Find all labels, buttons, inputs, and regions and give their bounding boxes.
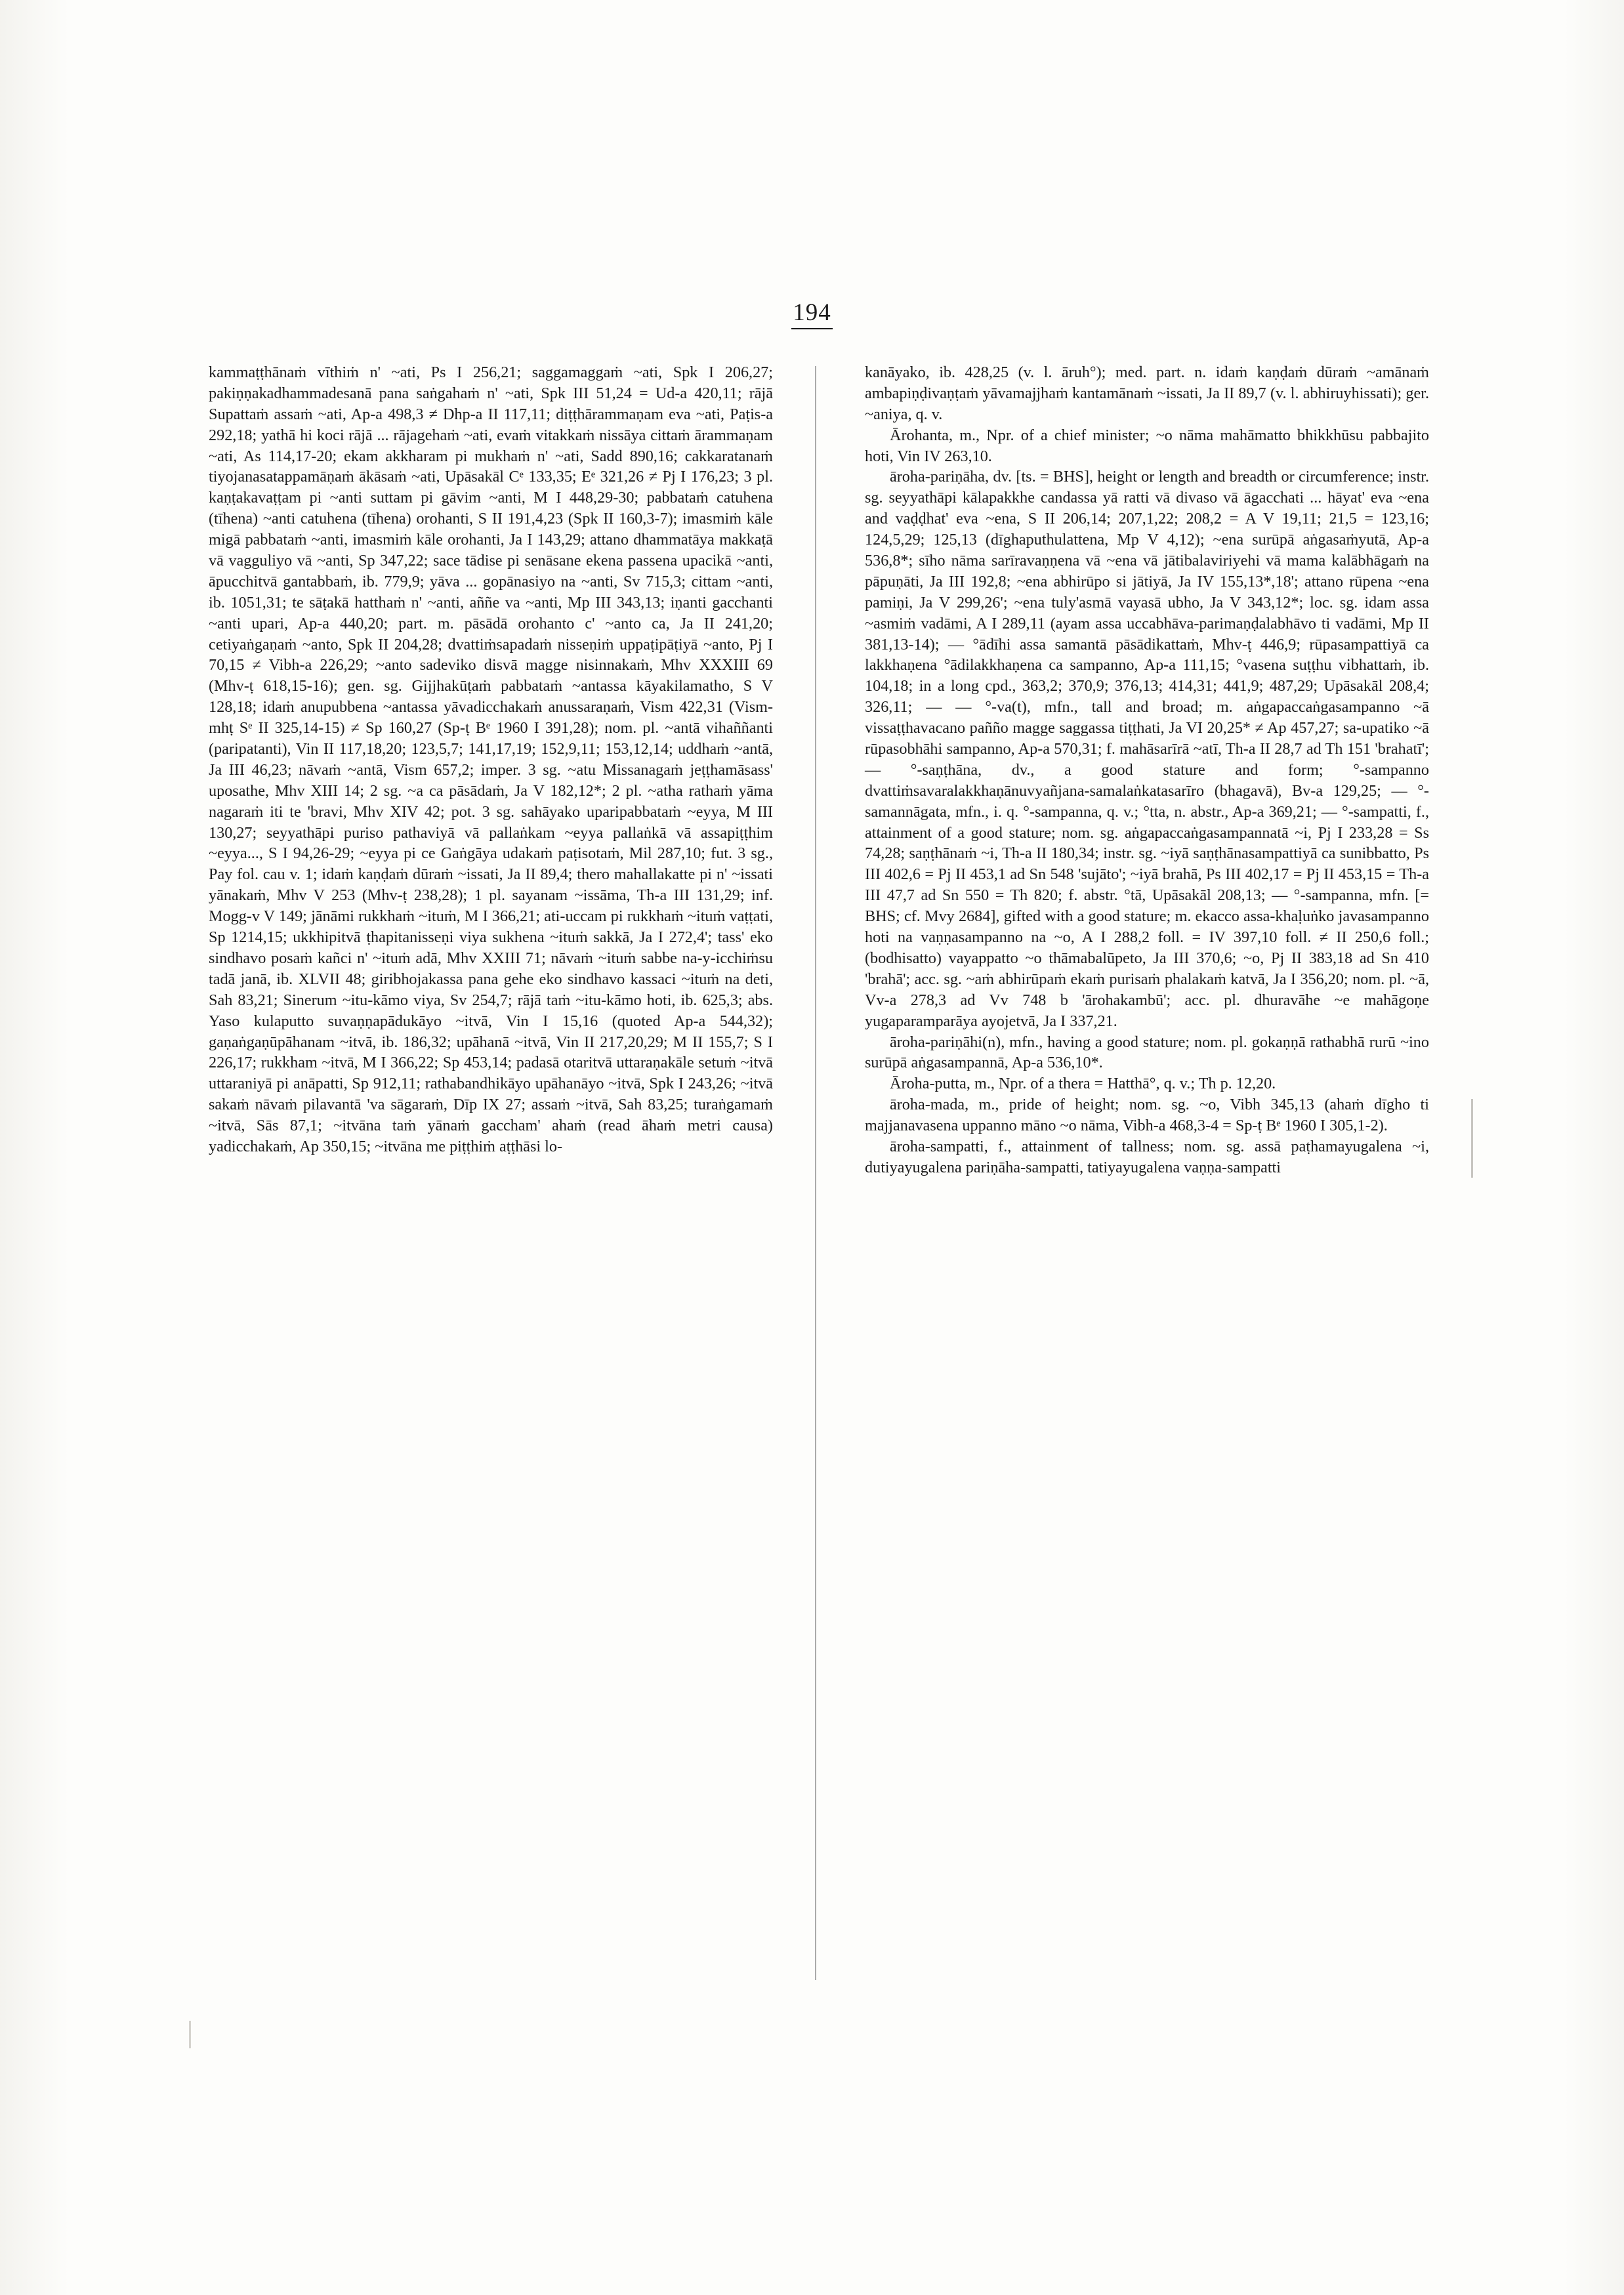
page-left-edge-shading [0, 0, 98, 2295]
entry-aroha-parinaha: āroha-pariṇāha, dv. [ts. = BHS], height or length and breadth or circumference; instr. sg. seyyathāpi kālapakkhe candassa yā ratti vā divaso vā āgacchati ... hāyat' eva ~ena and vaḍḍhat' eva ~ena, S II 206,14; 207,1,22; 208,2 = A V 19,11; 21,5 = 123,16; 124,5,29; 125,13 (dīghaputhulattena, Mp V 4,12); ~ena surūpā aṅgasaṁyutā, Ap-a 536,8*; sīho nāma sarīravaṇṇena vā ~ena vā jātibalaviriyehi vā mama kalābhāgaṁ na pāpuṇāti, Ja III 192,8; ~ena abhirūpo si jātiyā, Ja IV 155,13*,18'; attano rūpena ~ena pamiṇi, Ja V 299,26'; ~ena tuly'asmā vayasā ubho, Ja V 343,12*; loc. sg. idam assa ~asmiṁ vadāmi, A I 289,11 (ayam assa uccabhāva-parimaṇḍalabhāvo ti vadāmi, Mp II 381,13-14); — °ādīhi assa samantā pāsādikattaṁ, Mhv-ṭ 446,9; rūpasampattiyā ca lakkhaṇena °ādilakkhaṇena ca sampanno, Ap-a 111,15; °vasena suṭṭhu vibhattaṁ, ib. 104,18; in a long cpd., 363,2; 370,9; 376,13; 414,31; 441,9; 487,29; Upāsakāl 208,4; 326,11; — — °-va(t), mfn., tall and broad; m. aṅgapaccaṅgasampanno ~ā vissaṭṭhavacano pañño magge saggassa tiṭṭhati, Ja VI 20,25* ≠ Ap 457,27; sa-upatiko ~ā rūpasobhāhi sampanno, Ap-a 570,31; f. mahāsarīrā ~atī, Th-a II 28,7 ad Th 151 'brahatī'; — °-saṇṭhāna, dv., a good stature and form; °-sampanno dvattiṁsavaralakkhaṇānuvyañjana-samalaṅkatasarīro (bhagavā), Bv-a 129,25; — °-samannāgata, mfn., i. q. °-sampanna, q. v.; °tta, n. abstr., Ap-a 369,21; — °-sampatti, f., attainment of a good stature; nom. sg. aṅgapaccaṅgasampannatā ~i, Pj I 233,28 = Ss 74,28; saṇṭhānaṁ ~i, Th-a II 180,34; instr. sg. ~iyā saṇṭhānasampattiyā ca sunibbatto, Ps III 402,6 = Pj II 453,1 ad Sn 548 'sujāto'; ~iyā brahā, Ps III 402,17 = Pj II 453,15 = Th-a III 47,7 ad Sn 550 = Th 820; f. abstr. °tā, Upāsakāl 208,13; — °-sampanna, mfn. [= BHS; cf. Mvy 2684], gifted with a good stature; m. ekacco assa-khaḷuṅko javasampanno hoti na vaṇṇasampanno na ~o, A I 288,2 foll. = IV 397,10 foll. ≠ II 250,6 foll.; (bodhisatto) vayappatto ~o thāmabalūpeto, Ja III 370,6; ~o, Pj II 383,18 ad Sn 410 'brahā'; acc. sg. ~aṁ abhirūpaṁ ekaṁ purisaṁ phalakaṁ katvā, Ja I 356,20; nom. pl. ~ā, Vv-a 278,3 ad Vv 748 b 'ārohakambū'; acc. pl. dhuravāhe ~e mahāgoṇe yugaparamparāya ayojetvā, Ja I 337,21. [865, 468, 1429, 1030]
right-column [865, 362, 1429, 1178]
scan-margin-mark [1471, 1099, 1473, 1178]
scan-bottom-mark [189, 2021, 191, 2048]
entry-aroha-parinahin: āroha-pariṇāhi(n), mfn., having a good stature; nom. pl. gokaṇṇā rathabhā rurū ~ino surūpā aṅgasampannā, Ap-a 536,10*. [865, 1033, 1429, 1072]
two-column-body [209, 362, 1429, 2042]
page-number: 194 [791, 299, 833, 329]
page-right-edge-shading [1539, 0, 1624, 2295]
left-column [209, 362, 773, 1157]
entry-arohanta: Ārohanta, m., Npr. of a chief minister; ~o nāma mahāmatto bhikkhūsu pabbajito hoti, Vin IV 263,10. [865, 426, 1429, 465]
column-divider-rule [773, 362, 865, 2009]
entry-aroha-putta: Āroha-putta, m., Npr. of a thera = Hatthā°, q. v.; Th p. 12,20. [890, 1075, 1276, 1093]
entry-aroha-sampatti: āroha-sampatti, f., attainment of tallness; nom. sg. assā paṭhamayugalena ~i, dutiyayugalena pariṇāha-sampatti, tatiyayugalena vaṇṇa-sampatti [865, 1137, 1429, 1176]
entry-aroha-mada: āroha-mada, m., pride of height; nom. sg. ~o, Vibh 345,13 (ahaṁ dīgho ti majjanavasena uppanno māno ~o nāma, Vibh-a 468,3-4 = Sp-ṭ Bᵉ 1960 I 305,1-2). [865, 1096, 1429, 1135]
page-number-container [0, 299, 1624, 329]
left-column-text-block: kammaṭṭhānaṁ vīthiṁ n' ~ati, Ps I 256,21; saggamaggaṁ ~ati, Spk I 206,27; pakiṇṇakadhammadesanā pana saṅgahaṁ n' ~ati, Spk III 51,24 = Ud-a 420,11; rājā Supattaṁ assaṁ ~ati, Ap-a 498,3 ≠ Dhp-a II 117,11; diṭṭhārammaṇam eva ~ati, Paṭis-a 292,18; yathā hi koci rājā ... rājagehaṁ ~ati, evaṁ vitakkaṁ nissāya cittaṁ ārammaṇam ~ati, As 114,17-20; ekam akkharam pi mukhaṁ n' ~ati, Sadd 890,16; cakkaratanaṁ tiyojanasatappamāṇaṁ ākāsaṁ ~ati, Upāsakāl Cᵉ 133,35; Eᵉ 321,26 ≠ Pj I 176,23; 3 pl. kaṇṭakavaṭṭam pi ~anti suttam pi gāvim ~anti, M I 448,29-30; pabbataṁ catuhena (tīhena) ~anti catuhena (tīhena) orohanti, S II 191,4,23 (Spk II 160,3-7); imasmiṁ kāle migā pabbataṁ ~anti, imasmiṁ kāle orohanti, Ja I 143,29; attano dhammatāya makkaṭā vā vagguliyo vā ~anti, Sp 347,22; sace tādise pi senāsane ekena passena upacikā ~anti, āpucchitvā gantabbaṁ, ib. 779,9; yāva ... gopānasiyo na ~anti, Sv 715,3; cittam ~anti, ib. 1051,31; te sāṭakā hatthaṁ n' ~anti, aññe va ~anti, Mp III 343,13; iṇanti gacchanti ~anti upari, Ap-a 440,20; part. m. pāsādā orohanto c' ~anto ca, Ja II 241,20; cetiyaṅgaṇaṁ ~anto, Spk II 204,28; dvattiṁsapadaṁ nisseṇiṁ uppaṭipāṭiyā ~anto, Pj I 70,15 ≠ Vibh-a 226,29; ~anto sadeviko disvā magge nisinnakaṁ, Mhv XXXIII 69 (Mhv-ṭ 618,15-16); gen. sg. Gijjhakūṭaṁ pabbataṁ ~antassa kāyakilamatho, S V 128,18; idaṁ anupubbena ~antassa yāvadicchakaṁ anussaraṇaṁ, Vism 422,31 (Vism-mhṭ Sᵉ II 325,14-15) ≠ Sp 160,27 (Sp-ṭ Bᵉ 1960 I 391,28); nom. pl. ~antā vihaññanti (paripatanti), Vin II 117,18,20; 123,5,7; 141,17,19; 152,9,11; 153,12,14; uddhaṁ ~antā, Ja III 46,23; nāvaṁ ~antā, Vism 657,2; imper. 3 sg. ~atu Missanagaṁ jeṭṭhamāsass' uposathe, Mhv XIII 14; 2 sg. ~a ca pāsādaṁ, Ja V 182,12*; 2 pl. ~atha rathaṁ yāma nagaraṁ iti te 'bravi, Mhv XIV 42; pot. 3 sg. sahāyako uparipabbataṁ ~eyya, M III 130,27; seyyathāpi puriso pathaviyā vā pallaṅkam ~eyya pallaṅkā vā assapiṭṭhim ~eyya..., S I 94,26-29; ~eyya pi ce Gaṅgāya udakaṁ paṭisotaṁ, Mil 287,10; fut. 3 sg., Pay fol. cau v. 1; idaṁ kaṇḍaṁ dūraṁ ~issati, Ja II 89,4; thero mahallakatte pi n' ~issati yānakaṁ, Mhv V 253 (Mhv-ṭ 238,28); 1 pl. sayanam ~issāma, Th-a III 131,29; inf. Mogg-v V 149; jānāmi rukkhaṁ ~ituṁ, M I 366,21; ati-uccam pi rukkhaṁ ~ituṁ vaṭṭati, Sp 1214,15; ukkhipitvā ṭhapitanisseṇi viya sukhena ~ituṁ sakkā, Ja I 272,4'; tass' eko sindhavo posaṁ kañci n' ~ituṁ adā, Mhv XXIII 71; nāvaṁ ~ituṁ sabbe na-y-icchiṁsu tadā janā, ib. XLVII 48; giribhojakassa pana gehe eko sindhavo kassaci ~ituṁ na deti, Sah 83,21; Sinerum ~itu-kāmo viya, Sv 254,7; rājā taṁ ~itu-kāmo hoti, ib. 625,3; abs. Yaso kulaputto suvaṇṇapādukāyo ~itvā, Vin I 15,16 (quoted Ap-a 544,32); gaṇaṅgaṇūpāhanam ~itvā, ib. 186,32; upāhanā ~itvā, Vin II 217,20,29; M II 155,7; S I 226,17; rukkham ~itvā, M I 366,22; Sp 453,14; padasā otaritvā uttaraṇakāle setuṁ ~itvā uttaraniyā pi anāpatti, Sp 912,11; rathabandhikāyo upāhanāyo ~itvā, Spk I 243,26; ~itvā sakaṁ nāvaṁ pilavantā 'va sāgaraṁ, Dīp IX 27; assaṁ ~itvā, Sah 83,25; turaṅgamaṁ ~itvā, Sās 87,1; ~itvāna taṁ yānaṁ gaccham' ahaṁ (read āhaṁ metri causa) yadicchakaṁ, Ap 350,15; ~itvāna me piṭṭhiṁ aṭṭhāsi lo- [209, 363, 773, 1155]
entry-continuation: kanāyako, ib. 428,25 (v. l. āruh°); med. part. n. idaṁ kaṇḍaṁ dūraṁ ~amānaṁ ambapiṇḍivaṇṭaṁ yāvamajjhaṁ kantamānaṁ ~issati, Ja II 89,7 (v. l. abhiruyhissati); ger. ~aniya, q. v. [865, 363, 1429, 423]
